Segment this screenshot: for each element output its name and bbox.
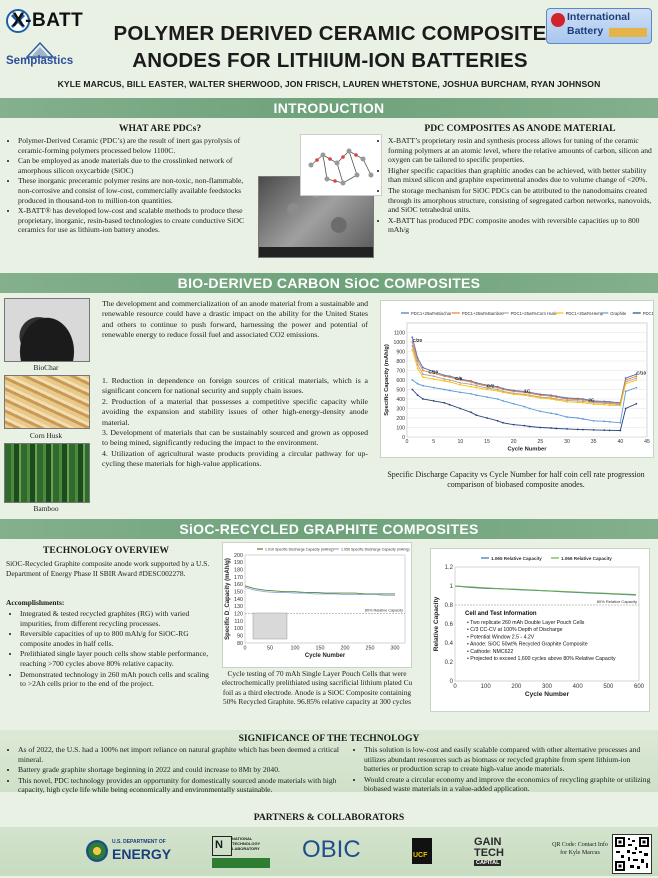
ucf-logo: UCF bbox=[412, 838, 432, 864]
legend-label: 1.066 Relative Capacity bbox=[561, 556, 612, 561]
y-tick-label: 0.4 bbox=[444, 640, 453, 647]
y-tick-label: 700 bbox=[396, 368, 405, 375]
data-point bbox=[497, 390, 499, 392]
data-point bbox=[582, 402, 584, 404]
x-tick-label: 600 bbox=[633, 684, 645, 690]
pdc-composites-heading: PDC COMPOSITES AS ANODE MATERIAL bbox=[424, 123, 616, 134]
nrel-logo: N NATIONAL TECHNOLOGY LABORATORY bbox=[212, 836, 272, 870]
data-point bbox=[577, 401, 579, 403]
data-point bbox=[497, 420, 499, 422]
section-band-recycled-graphite: SiOC-RECYCLED GRAPHITE COMPOSITES bbox=[0, 519, 658, 539]
data-point bbox=[609, 429, 611, 431]
data-point bbox=[433, 378, 435, 380]
data-point bbox=[635, 403, 637, 405]
composite-bullet-4: • X-BATT has produced PDC composite anodes with reversible capacities up to 800 mAh/g bbox=[388, 216, 652, 235]
x-tick-label: 20 bbox=[510, 439, 517, 446]
x-tick-label: 100 bbox=[480, 684, 491, 690]
international-battery-badge: International Battery bbox=[546, 8, 652, 44]
x-tick-label: 35 bbox=[590, 439, 597, 446]
data-point bbox=[497, 387, 499, 389]
data-point bbox=[470, 393, 472, 395]
data-point bbox=[470, 381, 472, 383]
data-point bbox=[619, 430, 621, 432]
y-tick-label: 200 bbox=[396, 415, 405, 422]
data-point bbox=[411, 349, 413, 351]
info-box-item: • Potential Window 2.5 - 4.2V bbox=[467, 634, 535, 641]
rate-label: C/10 bbox=[636, 370, 647, 376]
y-tick-label: 0 bbox=[449, 678, 453, 685]
data-point bbox=[513, 393, 515, 395]
significance-right-bullet-1: • This solution is low-cost and easily scalable compared with other alternative processes and utilizes abundant resources such as biomass or recycled graphite from spent lithium-ion batteries or production scrap to create high-value anode materials. bbox=[364, 745, 652, 774]
bio-chart-caption: Specific Discharge Capacity vs Cycle Number for half coin cell rate progression comparison of biobased composite anodes. bbox=[387, 470, 645, 490]
data-point bbox=[550, 427, 552, 429]
legend-label: Graphite bbox=[610, 311, 627, 316]
info-box-item: • Anode: SiOC 50wt% Recycled Graphite Composite bbox=[467, 641, 588, 648]
accomplishment-bullet-2: • Reversible capacities of up to 800 mAh/g for SiOC-RG composite anodes in half cells. bbox=[20, 629, 214, 648]
x-tick-label: 0 bbox=[405, 439, 409, 446]
legend-label: 1.010 Specific Discharge Capacity (mAh/g) bbox=[265, 547, 334, 552]
gain-tech-capital-logo: GAIN TECH CAPITAL bbox=[474, 836, 504, 866]
pouch-cell-photo bbox=[253, 613, 287, 639]
accomplishment-bullet-4: • Demonstrated technology in 260 mAh pouch cells and scaling to >2Ah cells prior to the end of the project. bbox=[20, 670, 214, 689]
y-tick-label: 80 bbox=[237, 640, 243, 647]
y-tick-label: 1.2 bbox=[444, 564, 453, 571]
doe-logo: U.S. DEPARTMENT OF ENERGY bbox=[86, 838, 176, 866]
title-line-2: ANODES FOR LITHIUM-ION BATTERIES bbox=[132, 49, 528, 72]
data-point bbox=[625, 391, 627, 393]
rate-label: 1C bbox=[524, 388, 531, 394]
data-point bbox=[486, 417, 488, 419]
xbatt-logo: X-BATT bbox=[6, 8, 88, 34]
x-tick-label: 40 bbox=[617, 439, 624, 446]
pdc-composite-bullets bbox=[376, 136, 652, 236]
y-tick-label: 130 bbox=[234, 604, 243, 611]
qr-code-caption: QR Code: Contact Info for Kyle Marcus bbox=[552, 842, 608, 856]
doe-seal-icon bbox=[86, 840, 108, 862]
semplastics-logo: Semplastics bbox=[6, 42, 88, 68]
data-point bbox=[443, 375, 445, 377]
data-point bbox=[523, 406, 525, 408]
series-line bbox=[455, 586, 636, 595]
data-point bbox=[486, 389, 488, 391]
bio-point-2: 2. Production of a material that possesses a competitive specific capacity while avoiding the expansion and stability issues of other high-energy-density anode material. bbox=[102, 396, 368, 427]
x-axis-label: Cycle Number bbox=[507, 446, 547, 453]
rate-label: C/2 bbox=[487, 383, 495, 389]
data-point bbox=[513, 403, 515, 405]
data-point bbox=[417, 368, 419, 370]
y-tick-label: 400 bbox=[396, 396, 405, 403]
y-tick-label: 140 bbox=[234, 596, 243, 603]
badge-ribbon bbox=[609, 28, 647, 37]
data-point bbox=[550, 395, 552, 397]
data-point bbox=[449, 390, 451, 392]
data-point bbox=[502, 400, 504, 402]
data-point bbox=[550, 412, 552, 414]
obic-logo: OBIC bbox=[302, 836, 361, 863]
y-tick-label: 100 bbox=[396, 425, 405, 432]
legend-label: PDC1+25wt%Bamboo bbox=[461, 311, 504, 316]
data-point bbox=[475, 387, 477, 389]
data-point bbox=[593, 429, 595, 431]
data-point bbox=[619, 422, 621, 424]
data-point bbox=[625, 379, 627, 381]
x-tick-label: 150 bbox=[315, 645, 325, 652]
series-line bbox=[412, 350, 636, 406]
data-point bbox=[603, 404, 605, 406]
data-point bbox=[635, 375, 637, 377]
x-tick-label: 300 bbox=[541, 684, 553, 690]
data-point bbox=[555, 396, 557, 398]
y-tick-label: 110 bbox=[234, 618, 243, 625]
x-tick-label: 300 bbox=[390, 645, 400, 652]
threshold-label: 80% Relative Capacity bbox=[364, 608, 403, 613]
data-point bbox=[422, 370, 424, 372]
pouch-cell-caption: Cycle testing of 70 mAh Single Layer Pouch Cells that were electrochemically prelithiated using sacrificial lithium plated Cu foil as a third electrode. Anode is a SiOC Composite containing 50% Recycled Graphite. 96.85% relative capacity at 300 cycles bbox=[221, 669, 413, 707]
data-point bbox=[619, 405, 621, 407]
qr-code-icon[interactable] bbox=[612, 834, 652, 874]
bio-point-4: 4. Utilization of agricultural waste products providing a circular pathway for up-cycling these materials for high-value applications. bbox=[102, 448, 368, 469]
data-point bbox=[603, 429, 605, 431]
x-tick-label: 30 bbox=[564, 439, 570, 446]
x-tick-label: 0 bbox=[453, 684, 457, 690]
data-point bbox=[582, 429, 584, 431]
data-point bbox=[433, 375, 435, 377]
x-tick-label: 10 bbox=[457, 439, 464, 446]
y-tick-label: 180 bbox=[234, 567, 243, 574]
data-point bbox=[603, 420, 605, 422]
significance-left-bullet-3: • This novel, PDC technology provides an opportunity for domestically sourced anode materials with high capacity, high cycle life while being economically and environmentally sustainable. bbox=[18, 776, 344, 795]
y-tick-label: 150 bbox=[234, 589, 243, 596]
data-point bbox=[443, 378, 445, 380]
rate-label: C/10 bbox=[428, 369, 439, 375]
data-point bbox=[577, 417, 579, 419]
section-band-introduction: INTRODUCTION bbox=[0, 98, 658, 118]
y-tick-label: 800 bbox=[396, 358, 405, 365]
data-point bbox=[566, 428, 568, 430]
partners-heading: PARTNERS & COLLABORATORS bbox=[253, 812, 405, 823]
x-tick-label: 200 bbox=[340, 645, 350, 652]
x-tick-label: 250 bbox=[365, 645, 375, 652]
legend-label: PDC1+25wt%Corn Husk bbox=[510, 311, 557, 316]
composite-bullet-2: • Higher specific capacities than graphitic anodes can be achieved, with better stability than mixed silicon and graphite experimental anodes due to volume change of <20%. bbox=[388, 166, 652, 185]
significance-left-bullets bbox=[6, 745, 344, 796]
data-point bbox=[523, 394, 525, 396]
bamboo-label: Bamboo bbox=[33, 504, 59, 513]
data-point bbox=[459, 384, 461, 386]
data-point bbox=[609, 421, 611, 423]
data-point bbox=[459, 382, 461, 384]
y-tick-label: 170 bbox=[234, 574, 243, 581]
bio-point-1: 1. Reduction in dependence on foreign sources of critical materials, which is a significant concern for national security and supply chain issues. bbox=[102, 376, 368, 396]
data-point bbox=[422, 398, 424, 400]
data-point bbox=[497, 398, 499, 400]
data-point bbox=[411, 379, 413, 381]
y-tick-label: 0.8 bbox=[444, 602, 453, 609]
y-tick-label: 190 bbox=[234, 560, 243, 567]
data-point bbox=[433, 400, 435, 402]
y-tick-label: 1 bbox=[449, 583, 453, 590]
x-tick-label: 400 bbox=[572, 684, 583, 690]
data-point bbox=[422, 385, 424, 387]
significance-right-bullet-2: • Would create a circular economy and improve the economics of recycling graphite or utilizing biobased waste materials in a value-added application. bbox=[364, 775, 652, 794]
data-point bbox=[513, 424, 515, 426]
relative-capacity-chart bbox=[430, 548, 650, 712]
data-point bbox=[422, 373, 424, 375]
info-box-item: • Two replicate 260 mAh Double Layer Pouch Cells bbox=[467, 620, 585, 626]
y-axis-label: Specific Capacity (mAh/g) bbox=[384, 344, 390, 416]
data-point bbox=[550, 398, 552, 400]
data-point bbox=[625, 408, 627, 410]
info-box-title: Cell and Test Information bbox=[465, 611, 537, 617]
data-point bbox=[449, 381, 451, 383]
data-point bbox=[625, 381, 627, 383]
data-point bbox=[470, 383, 472, 385]
data-point bbox=[566, 416, 568, 418]
pdc-bullet-3: • These inorganic preceramic polymer resins are non-toxic, non-flammable, non-corrosive and consist of low-cost, commercially available feedstocks produced in thousand-ton to million-ton quantities. bbox=[18, 176, 258, 205]
threshold-label: 80% Relative Capacity bbox=[596, 599, 637, 604]
pdc-bullet-2: • Can be employed as anode materials due to the crosslinked network of amorphous silicon oxycarbide (SiOC) bbox=[18, 156, 258, 175]
data-point bbox=[475, 394, 477, 396]
data-point bbox=[593, 420, 595, 422]
x-tick-label: 500 bbox=[603, 684, 614, 690]
corn-husk-image bbox=[4, 375, 90, 429]
data-point bbox=[475, 414, 477, 416]
data-point bbox=[625, 377, 627, 379]
badge-circle-icon bbox=[551, 13, 565, 27]
rate-label: 2C bbox=[588, 397, 595, 403]
data-point bbox=[470, 386, 472, 388]
significance-heading: SIGNIFICANCE OF THE TECHNOLOGY bbox=[238, 733, 420, 744]
legend-label: PDC1+25wt%Hemp bbox=[565, 311, 603, 316]
x-axis-label: Cycle Number bbox=[524, 691, 570, 698]
bamboo-image bbox=[4, 443, 90, 503]
x-tick-label: 0 bbox=[243, 645, 247, 652]
data-point bbox=[529, 395, 531, 397]
data-point bbox=[555, 413, 557, 415]
info-box-item: • Projected to exceed 1,600 cycles above 80% Relative Capacity bbox=[467, 656, 616, 662]
data-point bbox=[411, 389, 413, 391]
bio-capacity-chart bbox=[380, 300, 654, 458]
data-point bbox=[433, 387, 435, 389]
data-point bbox=[609, 404, 611, 406]
data-point bbox=[417, 394, 419, 396]
what-are-pdcs-heading: WHAT ARE PDCs? bbox=[118, 123, 202, 134]
data-point bbox=[486, 396, 488, 398]
data-point bbox=[422, 367, 424, 369]
x-tick-label: 50 bbox=[267, 645, 273, 652]
info-box-item: • C/3 CC-CV at 100% Depth of Discharge bbox=[467, 627, 563, 634]
biochar-image bbox=[4, 298, 90, 362]
data-point bbox=[502, 391, 504, 393]
y-tick-label: 160 bbox=[234, 582, 243, 589]
title-line-1: POLYMER DERIVED CERAMIC COMPOSITE bbox=[113, 22, 547, 45]
y-tick-label: 90 bbox=[237, 633, 243, 640]
y-tick-label: 1000 bbox=[393, 339, 405, 346]
data-point bbox=[625, 383, 627, 385]
x-tick-label: 45 bbox=[644, 439, 650, 446]
y-tick-label: 1100 bbox=[393, 330, 405, 337]
technology-overview-heading: TECHNOLOGY OVERVIEW bbox=[43, 545, 169, 556]
data-point bbox=[566, 401, 568, 403]
pouch-cell-capacity-chart bbox=[222, 542, 412, 668]
bio-intro-paragraph: The development and commercialization of an anode material from a sustainable and renewable resource could have a drastic impact on the ability for the United States and others to continue to push forward, harnessing the power and potential of renewable energy to reduce fossil fuel and associated CO2 emissions. bbox=[102, 299, 368, 340]
data-point bbox=[539, 410, 541, 412]
corn-husk-label: Corn Husk bbox=[29, 431, 63, 440]
y-tick-label: 120 bbox=[234, 611, 243, 618]
accomplishments-bullets bbox=[8, 609, 214, 690]
section-band-bio: BIO-DERIVED CARBON SiOC COMPOSITES bbox=[0, 273, 658, 293]
data-point bbox=[449, 404, 451, 406]
data-point bbox=[635, 377, 637, 379]
technology-overview-paragraph: SiOC-Recycled Graphite composite anode work supported by a U.S. Department of Energy Phase II SBIR Award #DESC002278. bbox=[6, 559, 210, 578]
x-tick-label: 5 bbox=[432, 439, 436, 446]
pdc-bullets bbox=[6, 136, 258, 236]
pdc-bullet-1: • Polymer-Derived Ceramic (PDC’s) are the result of inert gas pyrolysis of ceramic-forming polymers processed below 1100C. bbox=[18, 136, 258, 155]
poster-title bbox=[100, 20, 560, 74]
data-point bbox=[582, 418, 584, 420]
data-point bbox=[449, 376, 451, 378]
legend-label: 1.065 Relative Capacity bbox=[491, 556, 542, 561]
x-tick-label: 200 bbox=[511, 684, 522, 690]
data-point bbox=[459, 391, 461, 393]
data-point bbox=[417, 383, 419, 385]
y-axis-label: Relative Capacity bbox=[433, 596, 440, 652]
y-tick-label: 500 bbox=[396, 387, 405, 394]
x-axis-label: Cycle Number bbox=[304, 652, 346, 659]
legend-label: 1.050 Specific Discharge Capacity (mAh/g) bbox=[341, 547, 410, 552]
legend-label: PDC1 bbox=[642, 311, 653, 316]
data-point bbox=[539, 394, 541, 396]
y-tick-label: 100 bbox=[234, 626, 243, 633]
data-point bbox=[411, 345, 413, 347]
y-tick-label: 300 bbox=[396, 406, 405, 413]
rate-label: C/5 bbox=[455, 376, 463, 381]
accomplishments-label: Accomplishments: bbox=[6, 598, 65, 607]
composite-bullet-3: • The storage mechanism for SiOC PDCs can be attributed to the nanodomains created through its amorphous structure, consisting of segregated carbon networks, nanovoids, and SiOC tetrahedral units. bbox=[388, 186, 652, 215]
y-tick-label: 0.2 bbox=[444, 659, 453, 666]
composite-bullet-1: • X-BATT’s proprietary resin and synthesis process allows for tuning of the ceramic forming polymers at an atomic level, where the relative amounts of carbon, silicon and oxygen can be tailored to specific properties. bbox=[388, 136, 652, 165]
significance-left-bullet-2: • Battery grade graphite shortage beginning in 2022 and could increase to 8Mt by 2040. bbox=[18, 765, 344, 775]
bio-points bbox=[102, 376, 368, 470]
series-line bbox=[245, 586, 395, 594]
data-point bbox=[635, 387, 637, 389]
y-tick-label: 0.6 bbox=[444, 621, 453, 628]
data-point bbox=[475, 385, 477, 387]
x-tick-label: 15 bbox=[484, 439, 490, 446]
data-point bbox=[470, 411, 472, 413]
data-point bbox=[459, 408, 461, 410]
data-point bbox=[523, 425, 525, 427]
y-axis-label: Specific D_Capacity (mAh/g) bbox=[225, 558, 231, 640]
accomplishment-bullet-1: • Integrated & tested recycled graphites (RG) with varied impurities, from different recycling processes. bbox=[20, 609, 214, 628]
y-tick-label: 0 bbox=[402, 434, 405, 441]
rate-label: C/20 bbox=[412, 338, 423, 343]
data-point bbox=[593, 403, 595, 405]
data-point bbox=[529, 426, 531, 428]
x-tick-label: 25 bbox=[537, 439, 544, 446]
data-point bbox=[449, 379, 451, 381]
data-point bbox=[539, 397, 541, 399]
significance-right-bullets bbox=[352, 745, 652, 795]
data-point bbox=[539, 427, 541, 429]
data-point bbox=[475, 383, 477, 385]
bio-point-3: 3. Development of materials that can be sustainably sourced and grown as opposed to being mined, significantly reducing the impact to the environment. bbox=[102, 428, 368, 448]
biochar-label: BioChar bbox=[33, 363, 59, 372]
sioc-molecular-diagram bbox=[300, 134, 382, 196]
accomplishment-bullet-3: • Prelithiated single layer pouch cells show stable performance, reaching >700 cycles above 80% relative capacity. bbox=[20, 649, 214, 668]
data-point bbox=[635, 379, 637, 381]
data-point bbox=[443, 380, 445, 382]
data-point bbox=[502, 422, 504, 424]
data-point bbox=[555, 428, 557, 430]
data-point bbox=[577, 429, 579, 431]
data-point bbox=[555, 399, 557, 401]
data-point bbox=[443, 389, 445, 391]
data-point bbox=[529, 408, 531, 410]
y-tick-label: 200 bbox=[234, 552, 243, 559]
y-tick-label: 600 bbox=[396, 377, 405, 384]
legend-label: PDC1+25wt%Biochar bbox=[411, 311, 452, 316]
data-point bbox=[502, 389, 504, 391]
pdc-bullet-4: • X-BATT® has developed low-cost and scalable methods to produce these proprietary, inorganic, resin-based technologies to create conductive SiOC ceramics for use as lithium-ion battery anodes. bbox=[18, 206, 258, 235]
data-point bbox=[443, 402, 445, 404]
y-tick-label: 900 bbox=[396, 349, 405, 356]
info-box-item: • Cathode: NMC622 bbox=[467, 648, 514, 655]
x-tick-label: 100 bbox=[290, 645, 300, 652]
significance-left-bullet-1: • As of 2022, the U.S. had a 100% net import reliance on natural graphite which has been deemed a critical mineral. bbox=[18, 745, 344, 764]
author-list: KYLE MARCUS, BILL EASTER, WALTER SHERWOOD, JON FRISCH, LAUREN WHETSTONE, JOSHUA BURCHAM, RYAN JOHNSON bbox=[57, 79, 601, 89]
data-point bbox=[422, 376, 424, 378]
data-point bbox=[513, 391, 515, 393]
